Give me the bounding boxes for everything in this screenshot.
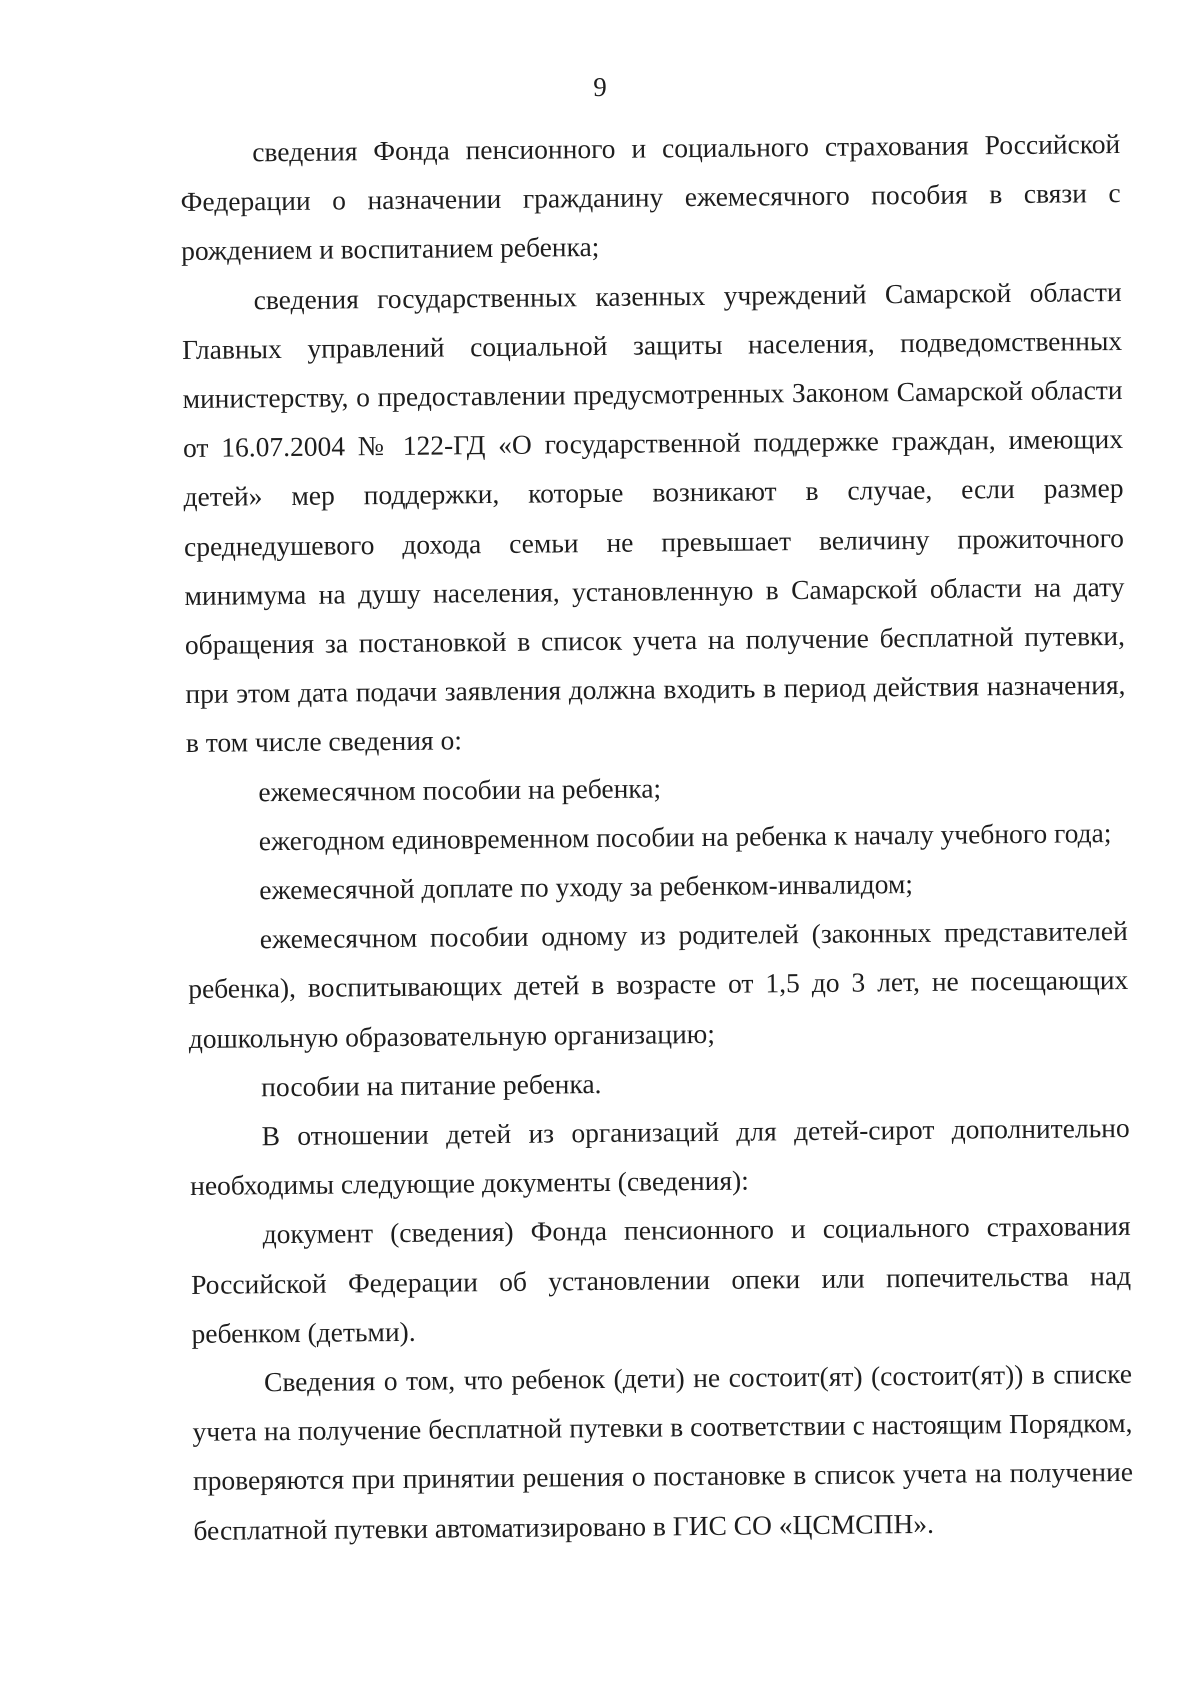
list-item: ежемесячном пособии на ребенка; xyxy=(258,772,662,807)
page-number: 9 xyxy=(593,72,607,102)
paragraph-pension-fund-info: сведения Фонда пенсионного и социального страхования Российской Федерации о назначении гражданину ежемесячного пособия в связи с рождением и воспитанием ребенка; xyxy=(180,127,1121,267)
paragraph-guardianship-document: документ (сведения) Фонда пенсионного и социального страхования Российской Федерации об установлении опеки или попечительства над ребенком (детьми). xyxy=(190,1210,1132,1349)
list-item: пособии на питание ребенка. xyxy=(261,1067,602,1103)
list-item: ежегодном единовременном пособии на ребенка к началу учебного года; xyxy=(258,816,1112,857)
document-body xyxy=(180,119,1134,1555)
paragraph-orphan-organizations: В отношении детей из организаций для детей-сирот дополнительно необходимы следующие документы (сведения): xyxy=(190,1111,1130,1202)
paragraph-social-protection-info: сведения государственных казенных учреждений Самарской области Главных управлений социальной защиты населения, подведомственных министерству, о предоставлении предусмотренных Законом Самарской области от 16.07.2004 № 122-ГД «О государственной поддержке граждан, имеющих детей» мер поддержки, которые возникают в случае, если размер среднедушевого дохода семьи не превышает величину прожиточного минимума на душу населения, установленную в Самарской области на дату обращения за постановкой в список учета на получение бесплатной путевки, при этом дата подачи заявления должна входить в период действия назначения, в том числе сведения о: xyxy=(181,275,1126,759)
paragraph-registry-check: Сведения о том, что ребенок (дети) не состоит(ят) (состоит(ят)) в списке учета на получение бесплатной путевки в соответствии с настоящим Порядком, проверяются при принятии решения о постановке в список учета на получение бесплатной путевки автоматизировано в ГИС СО «ЦСМСПН». xyxy=(192,1357,1134,1546)
list-item: ежемесячной доплате по уходу за ребенком-инвалидом; xyxy=(259,868,914,906)
list-item: ежемесячном пособии одному из родителей (законных представителей ребенка), воспитывающих детей в возрасте от 1,5 до 3 лет, не посещающих дошкольную образовательную организацию; xyxy=(188,915,1129,1054)
